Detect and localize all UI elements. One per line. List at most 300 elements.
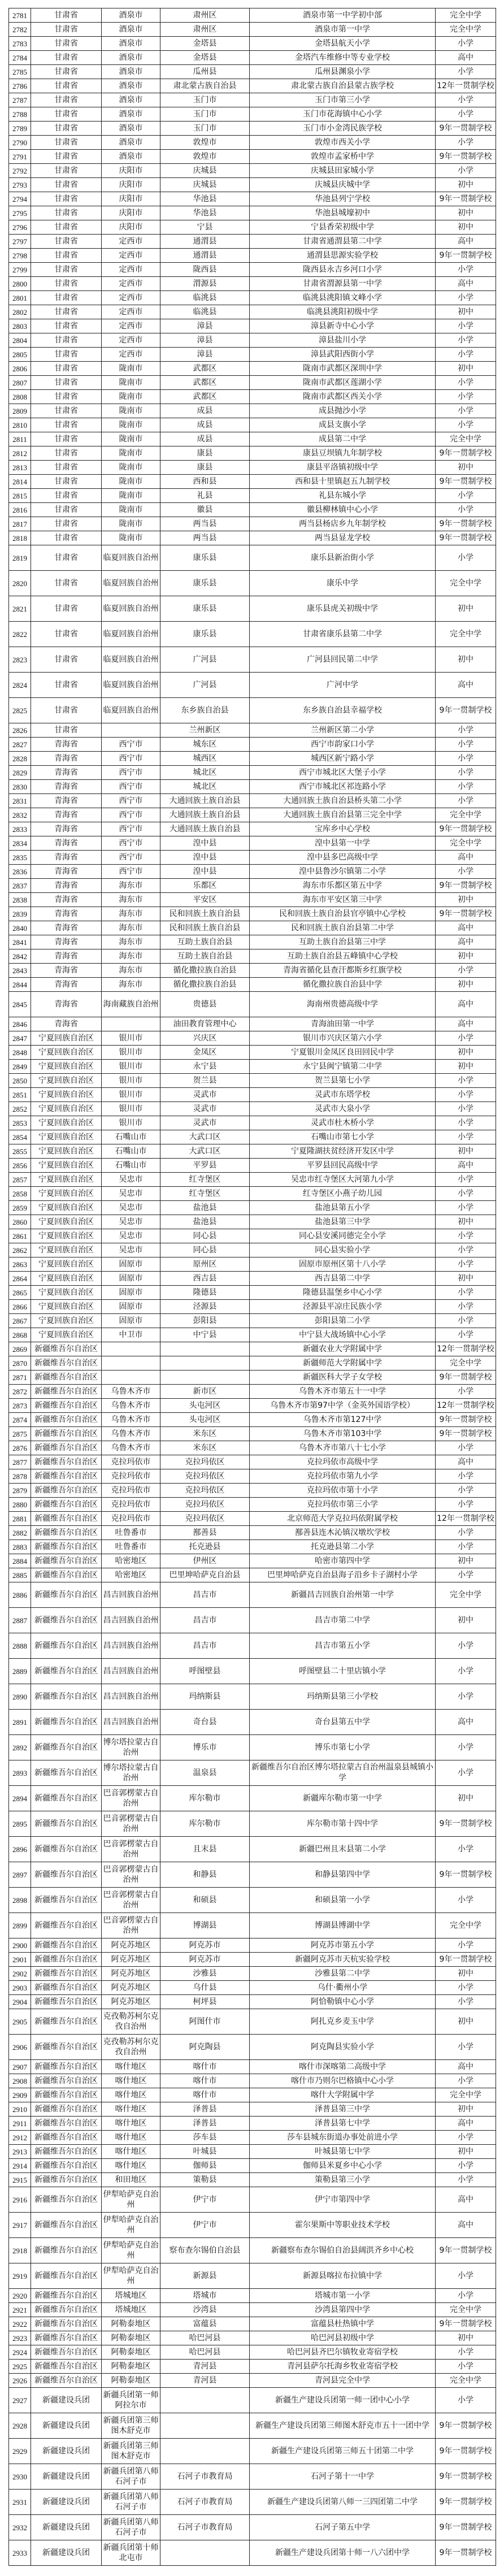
table-row bbox=[9, 2317, 496, 2331]
city-cell: 定西市 bbox=[102, 235, 160, 249]
city-cell: 西宁市 bbox=[102, 808, 160, 822]
school-name-cell: 湟中县第一中学 bbox=[250, 836, 436, 851]
school-type-cell: 小学 bbox=[436, 2263, 496, 2289]
city-cell: 西宁市 bbox=[102, 865, 160, 879]
row-number: 2829 bbox=[9, 766, 31, 780]
school-name-cell: 康县豆坝镇九年制学校 bbox=[250, 446, 436, 461]
city-cell: 阿勒泰地区 bbox=[102, 2360, 160, 2374]
province-cell: 甘肃省 bbox=[31, 263, 102, 277]
row-number: 2795 bbox=[9, 206, 31, 220]
school-type-cell: 小学 bbox=[436, 1837, 496, 1862]
school-name-cell: 喀什大学附属中学 bbox=[250, 2088, 436, 2102]
county-cell: 贵德县 bbox=[160, 992, 250, 1017]
city-cell: 吐鲁番市 bbox=[102, 1526, 160, 1540]
school-type-cell: 小学 bbox=[436, 964, 496, 978]
school-type-cell: 完全中学 bbox=[436, 622, 496, 647]
county-cell: 库尔勒市 bbox=[160, 1811, 250, 1837]
row-number: 2844 bbox=[9, 978, 31, 992]
table-row bbox=[9, 921, 496, 935]
school-type-cell: 12年一贯制学校 bbox=[436, 1342, 496, 1356]
province-cell: 甘肃省 bbox=[31, 37, 102, 51]
county-cell: 东乡族自治县 bbox=[160, 698, 250, 723]
school-type-cell: 初中 bbox=[436, 2145, 496, 2159]
row-number: 2794 bbox=[9, 192, 31, 206]
county-cell: 康乐县 bbox=[160, 571, 250, 596]
province-cell: 新疆维吾尔自治区 bbox=[31, 2289, 102, 2303]
school-type-cell: 小学 bbox=[436, 738, 496, 752]
county-cell: 同心县 bbox=[160, 1229, 250, 1243]
row-number: 2837 bbox=[9, 879, 31, 893]
school-name-cell: 海东市乐都区第五中学 bbox=[250, 879, 436, 893]
table-row bbox=[9, 1328, 496, 1342]
city-cell: 昌吉回族自治州 bbox=[102, 1710, 160, 1735]
school-name-cell: 玉门市小金湾民族学校 bbox=[250, 122, 436, 136]
school-type-cell: 初中 bbox=[436, 893, 496, 907]
table-row bbox=[9, 1116, 496, 1130]
school-type-cell: 9年一贯制学校 bbox=[436, 822, 496, 836]
city-cell: 克拉玛依市 bbox=[102, 1484, 160, 1498]
county-cell bbox=[160, 1371, 250, 1385]
county-cell: 肃北蒙古族自治县 bbox=[160, 79, 250, 93]
table-row bbox=[9, 571, 496, 596]
city-cell: 克拉玛依市 bbox=[102, 1498, 160, 1512]
row-number: 2810 bbox=[9, 418, 31, 432]
table-row bbox=[9, 978, 496, 992]
province-cell: 新疆维吾尔自治区 bbox=[31, 1608, 102, 1633]
city-cell: 石嘴山市 bbox=[102, 1144, 160, 1159]
county-cell: 肃州区 bbox=[160, 8, 250, 23]
row-number: 2915 bbox=[9, 2173, 31, 2187]
school-name-cell: 喀什市乃则尔巴格镇中心小学 bbox=[250, 2074, 436, 2088]
province-cell: 甘肃省 bbox=[31, 503, 102, 517]
province-cell: 甘肃省 bbox=[31, 698, 102, 723]
school-type-cell: 小学 bbox=[436, 390, 496, 404]
table-row bbox=[9, 1633, 496, 1659]
city-cell: 阿勒泰地区 bbox=[102, 2317, 160, 2331]
province-cell: 甘肃省 bbox=[31, 192, 102, 206]
city-cell: 阿克苏地区 bbox=[102, 1995, 160, 2009]
school-type-cell: 小学 bbox=[436, 1173, 496, 1187]
table-row bbox=[9, 1888, 496, 1913]
county-cell: 大通回族土族自治县 bbox=[160, 794, 250, 808]
province-cell: 青海省 bbox=[31, 851, 102, 865]
row-number: 2813 bbox=[9, 461, 31, 475]
row-number: 2783 bbox=[9, 37, 31, 51]
school-name-cell: 湟中县多巴高级中学 bbox=[250, 851, 436, 865]
city-cell: 定西市 bbox=[102, 305, 160, 319]
city-cell: 阿克苏地区 bbox=[102, 1981, 160, 1995]
province-cell: 甘肃省 bbox=[31, 446, 102, 461]
school-name-cell: 昌吉市第二中学 bbox=[250, 1608, 436, 1633]
table-row bbox=[9, 2374, 496, 2388]
school-name-cell: 通渭县思源实验学校 bbox=[250, 249, 436, 263]
school-name-cell: 鄯善县连木沁镇汉墩坎学校 bbox=[250, 1526, 436, 1540]
school-name-cell: 肃北蒙古族自治县蒙古族学校 bbox=[250, 79, 436, 93]
province-cell: 宁夏回族自治区 bbox=[31, 1314, 102, 1328]
row-number: 2824 bbox=[9, 673, 31, 698]
school-type-cell: 高中 bbox=[436, 277, 496, 291]
school-name-cell: 昌吉市第五小学 bbox=[250, 1633, 436, 1659]
school-type-cell: 小学 bbox=[436, 766, 496, 780]
table-row bbox=[9, 1201, 496, 1215]
table-row bbox=[9, 2439, 496, 2464]
city-cell: 吴忠市 bbox=[102, 1201, 160, 1215]
table-row bbox=[9, 893, 496, 907]
school-name-cell: 海东市平安区第三中学 bbox=[250, 893, 436, 907]
row-number: 2826 bbox=[9, 723, 31, 738]
table-row bbox=[9, 822, 496, 836]
school-name-cell: 互助土族自治县五峰镇中心学校 bbox=[250, 949, 436, 964]
county-cell: 喀什市 bbox=[160, 2060, 250, 2074]
county-cell: 哈巴河县 bbox=[160, 2345, 250, 2360]
table-row bbox=[9, 935, 496, 949]
school-name-cell: 青海油田第一中学 bbox=[250, 1017, 436, 1031]
school-name-cell: 漳县盐川小学 bbox=[250, 333, 436, 348]
school-name-cell: 礼县东城小学 bbox=[250, 489, 436, 503]
row-number: 2820 bbox=[9, 571, 31, 596]
table-row bbox=[9, 249, 496, 263]
school-type-cell: 小学 bbox=[436, 1031, 496, 1046]
school-name-cell: 伽师县米夏乡中心小学 bbox=[250, 2159, 436, 2173]
row-number: 2830 bbox=[9, 780, 31, 794]
school-type-cell: 小学 bbox=[436, 1201, 496, 1215]
school-name-cell: 石嘴山市第七小学 bbox=[250, 1130, 436, 1144]
row-number: 2873 bbox=[9, 1399, 31, 1413]
table-row bbox=[9, 836, 496, 851]
table-row bbox=[9, 489, 496, 503]
table-row bbox=[9, 418, 496, 432]
table-row bbox=[9, 122, 496, 136]
county-cell: 城西区 bbox=[160, 752, 250, 766]
school-name-cell: 策勒县第三小学 bbox=[250, 2173, 436, 2187]
county-cell: 漳县 bbox=[160, 333, 250, 348]
county-cell: 康乐县 bbox=[160, 545, 250, 571]
row-number: 2911 bbox=[9, 2117, 31, 2131]
province-cell: 青海省 bbox=[31, 822, 102, 836]
city-cell: 定西市 bbox=[102, 249, 160, 263]
table-row bbox=[9, 1735, 496, 1760]
county-cell: 奇台县 bbox=[160, 1710, 250, 1735]
city-cell: 西宁市 bbox=[102, 752, 160, 766]
county-cell: 循化撒拉族自治县 bbox=[160, 978, 250, 992]
school-name-cell: 灵武市杜木桥小学 bbox=[250, 1116, 436, 1130]
row-number: 2887 bbox=[9, 1608, 31, 1633]
school-type-cell: 小学 bbox=[436, 319, 496, 333]
city-cell: 和田地区 bbox=[102, 2173, 160, 2187]
province-cell: 青海省 bbox=[31, 738, 102, 752]
row-number: 2923 bbox=[9, 2331, 31, 2345]
table-row bbox=[9, 1342, 496, 1356]
city-cell: 临夏回族自治州 bbox=[102, 596, 160, 622]
school-name-cell: 青海省循化县查汗都斯乡红旗学校 bbox=[250, 964, 436, 978]
county-cell: 彭阳县 bbox=[160, 1314, 250, 1328]
table-row bbox=[9, 2074, 496, 2088]
city-cell: 庆阳市 bbox=[102, 206, 160, 220]
table-row bbox=[9, 291, 496, 305]
row-number: 2919 bbox=[9, 2263, 31, 2289]
city-cell: 西宁市 bbox=[102, 738, 160, 752]
school-type-cell: 9年一贯制学校 bbox=[436, 907, 496, 921]
school-type-cell: 小学 bbox=[436, 404, 496, 418]
table-row bbox=[9, 461, 496, 475]
row-number: 2833 bbox=[9, 822, 31, 836]
school-name-cell: 乌鲁木齐市第五十一中学 bbox=[250, 1385, 436, 1399]
city-cell: 酒泉市 bbox=[102, 122, 160, 136]
row-number: 2835 bbox=[9, 851, 31, 865]
school-type-cell: 9年一贯制学校 bbox=[436, 2515, 496, 2540]
county-cell: 西和县 bbox=[160, 475, 250, 489]
school-name-cell: 呼图壁县二十里店镇小学 bbox=[250, 1659, 436, 1684]
county-cell: 博乐市 bbox=[160, 1735, 250, 1760]
school-type-cell: 小学 bbox=[436, 1286, 496, 1300]
school-type-cell: 小学 bbox=[436, 1243, 496, 1257]
table-row bbox=[9, 2187, 496, 2213]
school-name-cell: 康乐县虎关初级中学 bbox=[250, 596, 436, 622]
school-name-cell: 北京师范大学克拉玛依附属学校 bbox=[250, 1512, 436, 1526]
county-cell: 盐池县 bbox=[160, 1201, 250, 1215]
table-row bbox=[9, 2131, 496, 2145]
province-cell: 新疆建设兵团 bbox=[31, 2515, 102, 2540]
row-number: 2828 bbox=[9, 752, 31, 766]
row-number: 2917 bbox=[9, 2213, 31, 2238]
province-cell: 宁夏回族自治区 bbox=[31, 1272, 102, 1286]
table-row bbox=[9, 51, 496, 65]
table-row bbox=[9, 949, 496, 964]
row-number: 2927 bbox=[9, 2388, 31, 2413]
school-name-cell: 盐池县第三中学 bbox=[250, 1215, 436, 1229]
city-cell: 陇南市 bbox=[102, 531, 160, 545]
province-cell: 新疆维吾尔自治区 bbox=[31, 2173, 102, 2187]
county-cell: 克拉玛依区 bbox=[160, 1469, 250, 1484]
county-cell: 武都区 bbox=[160, 362, 250, 376]
county-cell: 敦煌市 bbox=[160, 150, 250, 164]
school-name-cell: 泾源县平凉庄民族小学 bbox=[250, 1300, 436, 1314]
table-row bbox=[9, 1102, 496, 1116]
row-number: 2886 bbox=[9, 1582, 31, 1608]
row-number: 2791 bbox=[9, 150, 31, 164]
city-cell: 巴音郭楞蒙古自治州 bbox=[102, 1862, 160, 1888]
city-cell: 喀什地区 bbox=[102, 2117, 160, 2131]
row-number: 2883 bbox=[9, 1540, 31, 1554]
table-row bbox=[9, 1837, 496, 1862]
city-cell: 临夏回族自治州 bbox=[102, 545, 160, 571]
school-type-cell: 9年一贯制学校 bbox=[436, 2317, 496, 2331]
province-cell: 新疆维吾尔自治区 bbox=[31, 1413, 102, 1427]
county-cell: 盐池县 bbox=[160, 1215, 250, 1229]
province-cell: 宁夏回族自治区 bbox=[31, 1215, 102, 1229]
province-cell: 青海省 bbox=[31, 964, 102, 978]
table-row bbox=[9, 907, 496, 921]
school-name-cell: 湟中县鲁沙尔镇第二小学 bbox=[250, 865, 436, 879]
row-number: 2932 bbox=[9, 2515, 31, 2540]
school-type-cell: 小学 bbox=[436, 1526, 496, 1540]
city-cell: 银川市 bbox=[102, 1031, 160, 1046]
county-cell: 互助土族自治县 bbox=[160, 935, 250, 949]
school-name-cell: 泽普县第三中学 bbox=[250, 2102, 436, 2117]
city-cell: 银川市 bbox=[102, 1088, 160, 1102]
table-row bbox=[9, 1498, 496, 1512]
table-row bbox=[9, 2331, 496, 2345]
school-type-cell: 9年一贯制学校 bbox=[436, 879, 496, 893]
county-cell: 昌吉市 bbox=[160, 1582, 250, 1608]
county-cell: 柯坪县 bbox=[160, 1995, 250, 2009]
school-name-cell: 石河子第十一中学 bbox=[250, 2464, 436, 2490]
province-cell: 新疆维吾尔自治区 bbox=[31, 2088, 102, 2102]
school-name-cell: 哈巴河县齐巴尔镇牧业寄宿学校 bbox=[250, 2345, 436, 2360]
province-cell: 宁夏回族自治区 bbox=[31, 1257, 102, 1272]
school-name-cell: 新疆生产建设兵团第三师五十团第二中学 bbox=[250, 2439, 436, 2464]
province-cell: 新疆维吾尔自治区 bbox=[31, 1342, 102, 1356]
table-row bbox=[9, 2060, 496, 2074]
school-type-cell: 初中 bbox=[436, 1608, 496, 1633]
table-row bbox=[9, 2173, 496, 2187]
table-row bbox=[9, 150, 496, 164]
school-type-cell: 高中 bbox=[436, 1017, 496, 1031]
province-cell: 新疆维吾尔自治区 bbox=[31, 2117, 102, 2131]
school-type-cell: 小学 bbox=[436, 136, 496, 150]
school-name-cell: 陇南市武都区莲湖小学 bbox=[250, 376, 436, 390]
city-cell: 吴忠市 bbox=[102, 1243, 160, 1257]
county-cell bbox=[160, 2540, 250, 2566]
province-cell: 甘肃省 bbox=[31, 150, 102, 164]
school-type-cell: 小学 bbox=[436, 1633, 496, 1659]
school-type-cell: 完全中学 bbox=[436, 432, 496, 446]
row-number: 2921 bbox=[9, 2303, 31, 2317]
county-cell: 隆德县 bbox=[160, 1286, 250, 1300]
school-type-cell: 小学 bbox=[436, 348, 496, 362]
city-cell: 伊犁哈萨克自治州 bbox=[102, 2187, 160, 2213]
county-cell: 两当县 bbox=[160, 531, 250, 545]
row-number: 2852 bbox=[9, 1102, 31, 1116]
school-type-cell: 小学 bbox=[436, 2388, 496, 2413]
county-cell bbox=[160, 1342, 250, 1356]
county-cell: 头屯河区 bbox=[160, 1413, 250, 1427]
school-name-cell: 庆城县庆城中学 bbox=[250, 178, 436, 192]
province-cell: 新疆维吾尔自治区 bbox=[31, 1888, 102, 1913]
row-number: 2882 bbox=[9, 1526, 31, 1540]
province-cell: 新疆维吾尔自治区 bbox=[31, 2213, 102, 2238]
province-cell: 青海省 bbox=[31, 794, 102, 808]
city-cell: 阿克苏地区 bbox=[102, 1938, 160, 1953]
school-type-cell: 小学 bbox=[436, 2035, 496, 2060]
county-cell: 察布查尔锡伯自治县 bbox=[160, 2238, 250, 2263]
school-name-cell: 博乐市第七小学 bbox=[250, 1735, 436, 1760]
school-type-cell: 9年一贯制学校 bbox=[436, 2238, 496, 2263]
table-row bbox=[9, 1173, 496, 1187]
city-cell: 酒泉市 bbox=[102, 51, 160, 65]
school-type-cell: 9年一贯制学校 bbox=[436, 1413, 496, 1427]
city-cell: 克孜勒苏柯尔克孜自治州 bbox=[102, 2035, 160, 2060]
county-cell: 青河县 bbox=[160, 2360, 250, 2374]
province-cell: 新疆维吾尔自治区 bbox=[31, 2102, 102, 2117]
table-row bbox=[9, 1046, 496, 1060]
table-row bbox=[9, 1469, 496, 1484]
school-name-cell: 巴里坤哈萨克自治县海子沿乡卡子湖村小学 bbox=[250, 1568, 436, 1582]
school-type-cell: 完全中学 bbox=[436, 1356, 496, 1371]
school-name-cell: 固原市原州区第十八小学 bbox=[250, 1257, 436, 1272]
school-name-cell: 兰州新区第二小学 bbox=[250, 723, 436, 738]
school-type-cell: 9年一贯制学校 bbox=[436, 150, 496, 164]
city-cell: 陇南市 bbox=[102, 503, 160, 517]
province-cell: 甘肃省 bbox=[31, 390, 102, 404]
school-name-cell: 海南州贵德高级中学 bbox=[250, 992, 436, 1017]
row-number: 2870 bbox=[9, 1356, 31, 1371]
county-cell: 湟中县 bbox=[160, 851, 250, 865]
school-name-cell: 甘肃省渭源县第一中学 bbox=[250, 277, 436, 291]
table-row bbox=[9, 1967, 496, 1981]
row-number: 2832 bbox=[9, 808, 31, 822]
table-row bbox=[9, 879, 496, 893]
school-name-cell: 临洮县洮阳镇文峰小学 bbox=[250, 291, 436, 305]
province-cell: 宁夏回族自治区 bbox=[31, 1159, 102, 1173]
city-cell: 昌吉回族自治州 bbox=[102, 1659, 160, 1684]
school-name-cell: 银川市兴庆区第六小学 bbox=[250, 1031, 436, 1046]
province-cell: 甘肃省 bbox=[31, 51, 102, 65]
county-cell: 塔城市 bbox=[160, 2289, 250, 2303]
school-type-cell: 小学 bbox=[436, 1498, 496, 1512]
table-row bbox=[9, 2413, 496, 2439]
school-name-cell: 康乐中学 bbox=[250, 571, 436, 596]
province-cell: 新疆建设兵团 bbox=[31, 2490, 102, 2515]
row-number: 2842 bbox=[9, 949, 31, 964]
county-cell: 富蕴县 bbox=[160, 2317, 250, 2331]
province-cell: 甘肃省 bbox=[31, 122, 102, 136]
school-type-cell: 9年一贯制学校 bbox=[436, 698, 496, 723]
school-list-body bbox=[9, 8, 496, 2566]
county-cell: 金凤区 bbox=[160, 1046, 250, 1060]
row-number: 2894 bbox=[9, 1786, 31, 1811]
school-name-cell: 新疆医科大学子女学校 bbox=[250, 1371, 436, 1385]
table-row bbox=[9, 220, 496, 235]
row-number: 2864 bbox=[9, 1272, 31, 1286]
row-number: 2782 bbox=[9, 23, 31, 37]
county-cell: 克拉玛依区 bbox=[160, 1498, 250, 1512]
table-row bbox=[9, 1130, 496, 1144]
table-row bbox=[9, 1229, 496, 1243]
table-row bbox=[9, 475, 496, 489]
city-cell: 海东市 bbox=[102, 949, 160, 964]
school-type-cell: 完全中学 bbox=[436, 808, 496, 822]
city-cell: 喀什地区 bbox=[102, 2060, 160, 2074]
province-cell: 宁夏回族自治区 bbox=[31, 1201, 102, 1215]
row-number: 2863 bbox=[9, 1257, 31, 1272]
province-cell: 宁夏回族自治区 bbox=[31, 1187, 102, 1201]
row-number: 2888 bbox=[9, 1633, 31, 1659]
school-name-cell: 新疆农业大学附属中学 bbox=[250, 1342, 436, 1356]
table-row bbox=[9, 1981, 496, 1995]
school-name-cell: 乌鲁木齐市第127中学 bbox=[250, 1413, 436, 1427]
school-type-cell: 9年一贯制学校 bbox=[436, 517, 496, 531]
county-cell bbox=[160, 1356, 250, 1371]
table-row bbox=[9, 1953, 496, 1967]
row-number: 2857 bbox=[9, 1173, 31, 1187]
school-type-cell: 小学 bbox=[436, 1328, 496, 1342]
row-number: 2914 bbox=[9, 2159, 31, 2173]
county-cell: 原州区 bbox=[160, 1257, 250, 1272]
school-type-cell: 高中 bbox=[436, 935, 496, 949]
school-type-cell: 小学 bbox=[436, 794, 496, 808]
school-name-cell: 两当县显龙学校 bbox=[250, 531, 436, 545]
school-type-cell: 9年一贯制学校 bbox=[436, 2540, 496, 2566]
province-cell: 新疆维吾尔自治区 bbox=[31, 2263, 102, 2289]
county-cell: 石河子市教育局 bbox=[160, 2515, 250, 2540]
city-cell: 庆阳市 bbox=[102, 220, 160, 235]
province-cell: 甘肃省 bbox=[31, 8, 102, 23]
city-cell: 喀什地区 bbox=[102, 2159, 160, 2173]
county-cell: 平安区 bbox=[160, 893, 250, 907]
school-name-cell: 广河县回民第二中学 bbox=[250, 647, 436, 673]
county-cell: 同心县 bbox=[160, 1243, 250, 1257]
